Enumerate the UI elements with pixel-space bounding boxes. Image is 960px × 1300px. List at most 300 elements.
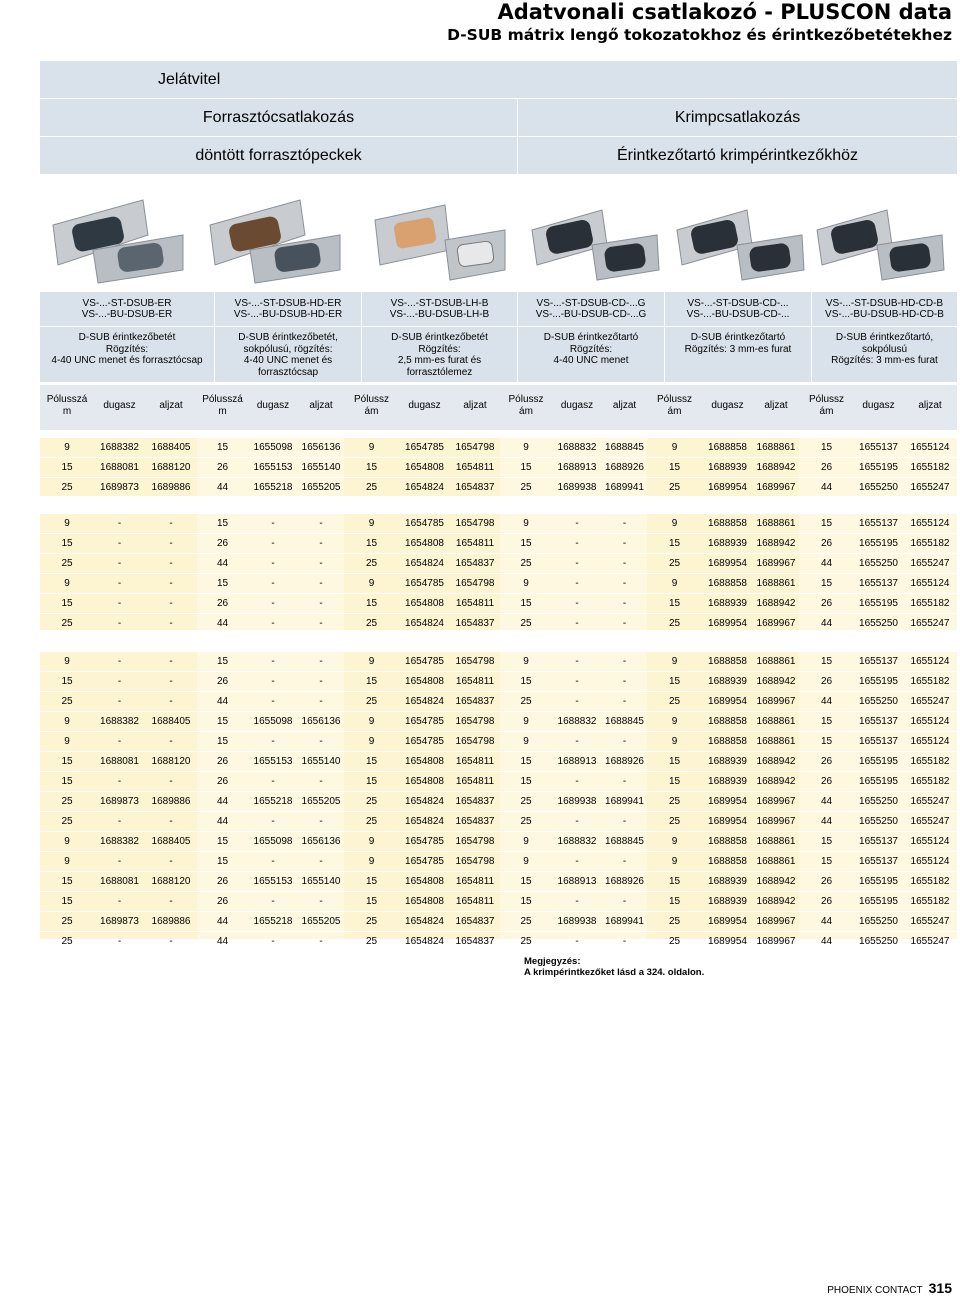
cell-plug-order-no: 1655137 [854, 438, 903, 458]
cell-socket-order-no: 1656136 [298, 832, 344, 852]
cell-poles: 9 [647, 652, 702, 672]
cell-plug-order-no: - [248, 812, 298, 832]
product-code-4: VS-...-ST-DSUB-CD-...G VS-...-BU-DSUB-CD-...G [535, 298, 647, 320]
cell-plug-order-no: 1688939 [702, 752, 753, 772]
cell-plug-order-no: - [248, 732, 298, 752]
cell-socket-order-no: - [298, 614, 344, 634]
header-socket: aljzat [764, 400, 788, 411]
cell-socket-order-no: 1688861 [753, 438, 799, 458]
cell-plug-order-no: - [552, 892, 602, 912]
cell-socket-order-no: 1654811 [450, 672, 500, 692]
cell-plug-order-no: 1655250 [854, 478, 903, 498]
cell-socket-order-no: 1655182 [903, 752, 957, 772]
cell-plug-order-no: - [552, 594, 602, 614]
cell-plug-order-no: 1688939 [702, 672, 753, 692]
cell-plug-order-no: - [552, 852, 602, 872]
table-row [40, 534, 957, 554]
cell-socket-order-no: - [145, 812, 197, 832]
cell-plug-order-no: 1688832 [552, 438, 602, 458]
cell-plug-order-no: 1688858 [702, 832, 753, 852]
cell-poles: 25 [344, 912, 399, 932]
cell-poles: 44 [197, 812, 248, 832]
cell-poles: 9 [344, 832, 399, 852]
cell-socket-order-no: 1654837 [450, 692, 500, 712]
cell-plug-order-no: - [552, 652, 602, 672]
cell-plug-order-no: 1654785 [399, 574, 450, 594]
cell-socket-order-no: - [602, 514, 647, 534]
cell-socket-order-no: 1689941 [602, 478, 647, 498]
cell-poles: 15 [500, 872, 552, 892]
jelatvitel-band [40, 61, 957, 98]
cell-socket-order-no: 1689886 [145, 792, 197, 812]
cell-poles: 26 [197, 594, 248, 614]
cell-socket-order-no: 1655124 [903, 852, 957, 872]
cell-poles: 25 [40, 912, 94, 932]
cell-plug-order-no: 1655195 [854, 672, 903, 692]
cell-plug-order-no: 1688939 [702, 594, 753, 614]
cell-plug-order-no: 1689954 [702, 692, 753, 712]
table-row [40, 932, 957, 952]
cell-socket-order-no: 1655124 [903, 832, 957, 852]
cell-socket-order-no: - [145, 772, 197, 792]
cell-plug-order-no: 1688858 [702, 652, 753, 672]
cell-poles: 9 [40, 712, 94, 732]
cell-socket-order-no: - [145, 554, 197, 574]
cell-poles: 44 [799, 792, 854, 812]
cell-poles: 15 [799, 438, 854, 458]
cell-poles: 26 [197, 752, 248, 772]
cell-poles: 9 [344, 514, 399, 534]
cell-plug-order-no: 1654785 [399, 712, 450, 732]
cell-plug-order-no: 1689954 [702, 932, 753, 952]
cell-poles: 15 [799, 712, 854, 732]
cell-socket-order-no: 1654811 [450, 892, 500, 912]
cell-plug-order-no: 1655250 [854, 792, 903, 812]
cell-socket-order-no: - [145, 692, 197, 712]
product-table-group-1 [40, 438, 957, 498]
product-code-1: VS-...-ST-DSUB-ER VS-...-BU-DSUB-ER [81, 298, 173, 320]
cell-socket-order-no: 1656136 [298, 712, 344, 732]
cell-poles: 15 [197, 652, 248, 672]
cell-socket-order-no: - [602, 772, 647, 792]
cell-socket-order-no: 1654798 [450, 852, 500, 872]
cell-plug-order-no: 1654808 [399, 772, 450, 792]
cell-poles: 25 [647, 792, 702, 812]
table-row [40, 852, 957, 872]
cell-poles: 15 [197, 438, 248, 458]
cell-socket-order-no: 1689967 [753, 554, 799, 574]
cell-plug-order-no: 1688939 [702, 872, 753, 892]
cell-poles: 15 [799, 652, 854, 672]
cell-plug-order-no: 1654785 [399, 732, 450, 752]
cell-socket-order-no: 1654798 [450, 652, 500, 672]
cell-socket-order-no: - [602, 732, 647, 752]
cell-plug-order-no: 1688382 [94, 438, 145, 458]
cell-poles: 15 [647, 594, 702, 614]
cell-plug-order-no: 1654824 [399, 478, 450, 498]
cell-poles: 25 [647, 812, 702, 832]
cell-plug-order-no: 1655153 [248, 872, 298, 892]
header-socket: aljzat [159, 400, 183, 411]
table-row [40, 514, 957, 534]
cell-poles: 15 [647, 672, 702, 692]
cell-socket-order-no: - [602, 534, 647, 554]
cell-plug-order-no: - [552, 614, 602, 634]
col-divider [214, 292, 215, 382]
dontott-label: döntött forrasztópeckek [195, 147, 362, 164]
cell-socket-order-no: 1655205 [298, 912, 344, 932]
cell-socket-order-no: 1654798 [450, 712, 500, 732]
cell-poles: 15 [197, 712, 248, 732]
cell-socket-order-no: 1688942 [753, 594, 799, 614]
cell-poles: 26 [197, 534, 248, 554]
cell-plug-order-no: 1655137 [854, 832, 903, 852]
col-divider [517, 292, 518, 382]
cell-plug-order-no: - [248, 932, 298, 952]
cell-socket-order-no: 1688942 [753, 534, 799, 554]
cell-plug-order-no: - [552, 554, 602, 574]
cell-plug-order-no: 1655218 [248, 478, 298, 498]
table-row [40, 772, 957, 792]
cell-poles: 9 [500, 852, 552, 872]
cell-socket-order-no: 1654837 [450, 912, 500, 932]
product-desc-5: D-SUB érintkezőtartó Rögzítés: 3 mm-es furat [684, 332, 792, 355]
table-row [40, 912, 957, 932]
cell-socket-order-no: 1654811 [450, 594, 500, 614]
header-socket: aljzat [612, 400, 637, 411]
cell-plug-order-no: - [94, 574, 145, 594]
product-code-6: VS-...-ST-DSUB-HD-CD-B VS-...-BU-DSUB-HD-CD-B [825, 298, 944, 320]
cell-poles: 25 [344, 932, 399, 952]
cell-plug-order-no: - [94, 692, 145, 712]
cell-poles: 25 [344, 554, 399, 574]
cell-plug-order-no: 1655195 [854, 594, 903, 614]
cell-poles: 15 [344, 458, 399, 478]
cell-poles: 9 [500, 832, 552, 852]
cell-poles: 44 [799, 812, 854, 832]
header-poles: Pólussz ám [508, 394, 544, 417]
cell-socket-order-no: 1688405 [145, 712, 197, 732]
table-row [40, 832, 957, 852]
cell-plug-order-no: 1654808 [399, 872, 450, 892]
cell-poles: 25 [500, 912, 552, 932]
cell-poles: 26 [197, 772, 248, 792]
cell-socket-order-no: 1688120 [145, 458, 197, 478]
cell-poles: 26 [197, 458, 248, 478]
cell-plug-order-no: 1688858 [702, 574, 753, 594]
band-divider [517, 99, 518, 174]
cell-socket-order-no: 1689967 [753, 932, 799, 952]
cell-poles: 26 [799, 892, 854, 912]
cell-poles: 26 [799, 534, 854, 554]
cell-socket-order-no: - [298, 514, 344, 534]
cell-socket-order-no: - [145, 672, 197, 692]
product-photo-3 [370, 195, 510, 285]
cell-poles: 15 [647, 872, 702, 892]
cell-poles: 15 [799, 852, 854, 872]
cell-poles: 9 [500, 652, 552, 672]
cell-socket-order-no: 1655182 [903, 892, 957, 912]
cell-plug-order-no: - [552, 732, 602, 752]
header-socket: aljzat [309, 400, 333, 411]
cell-plug-order-no: 1655218 [248, 912, 298, 932]
cell-socket-order-no: - [602, 692, 647, 712]
cell-socket-order-no: 1655205 [298, 478, 344, 498]
cell-poles: 9 [40, 732, 94, 752]
cell-plug-order-no: - [94, 732, 145, 752]
product-photo-2 [205, 195, 345, 285]
cell-poles: 15 [647, 458, 702, 478]
cell-poles: 9 [647, 438, 702, 458]
cell-plug-order-no: 1689938 [552, 912, 602, 932]
cell-socket-order-no: 1689967 [753, 692, 799, 712]
cell-socket-order-no: 1688845 [602, 712, 647, 732]
cell-poles: 25 [40, 554, 94, 574]
cell-socket-order-no: 1655247 [903, 792, 957, 812]
header-plug: dugasz [408, 400, 441, 411]
cell-plug-order-no: - [552, 672, 602, 692]
product-code-2: VS-...-ST-DSUB-HD-ER VS-...-BU-DSUB-HD-ER [233, 298, 343, 320]
cell-socket-order-no: 1654837 [450, 932, 500, 952]
cell-poles: 15 [647, 752, 702, 772]
table-row [40, 614, 957, 634]
cell-plug-order-no: 1688939 [702, 458, 753, 478]
cell-socket-order-no: 1654811 [450, 458, 500, 478]
cell-plug-order-no: 1655153 [248, 458, 298, 478]
cell-plug-order-no: 1655098 [248, 832, 298, 852]
cell-poles: 25 [500, 932, 552, 952]
cell-plug-order-no: 1689873 [94, 478, 145, 498]
header-poles: Pólussz ám [808, 394, 844, 417]
cell-poles: 15 [500, 892, 552, 912]
col-divider [811, 292, 812, 382]
product-desc-1: D-SUB érintkezőbetét Rögzítés: 4-40 UNC menet és forrasztócsap [51, 332, 203, 366]
cell-plug-order-no: - [552, 514, 602, 534]
header-poles: Pólussz ám [353, 394, 389, 417]
cell-socket-order-no: 1688120 [145, 872, 197, 892]
cell-socket-order-no: 1688942 [753, 458, 799, 478]
cell-plug-order-no: 1654808 [399, 534, 450, 554]
cell-plug-order-no: - [94, 614, 145, 634]
cell-plug-order-no: 1654824 [399, 692, 450, 712]
cell-plug-order-no: - [94, 514, 145, 534]
cell-poles: 9 [344, 652, 399, 672]
cell-socket-order-no: 1688926 [602, 872, 647, 892]
cell-socket-order-no: 1689967 [753, 812, 799, 832]
cell-plug-order-no: 1688858 [702, 438, 753, 458]
cell-plug-order-no: - [94, 534, 145, 554]
cell-poles: 25 [40, 692, 94, 712]
cell-socket-order-no: - [602, 554, 647, 574]
cell-socket-order-no: 1688861 [753, 852, 799, 872]
cell-socket-order-no: 1689967 [753, 912, 799, 932]
cell-socket-order-no: - [298, 772, 344, 792]
cell-plug-order-no: - [552, 772, 602, 792]
cell-plug-order-no: 1688382 [94, 832, 145, 852]
header-poles: Pólusszá m [202, 394, 243, 417]
cell-poles: 25 [647, 912, 702, 932]
cell-socket-order-no: - [602, 932, 647, 952]
cell-socket-order-no: 1689967 [753, 614, 799, 634]
cell-plug-order-no: 1689938 [552, 478, 602, 498]
cell-socket-order-no: 1655182 [903, 772, 957, 792]
cell-poles: 15 [40, 594, 94, 614]
cell-poles: 15 [197, 514, 248, 534]
cell-poles: 15 [647, 892, 702, 912]
cell-plug-order-no: - [94, 852, 145, 872]
cell-poles: 9 [40, 652, 94, 672]
cell-poles: 15 [40, 892, 94, 912]
cell-plug-order-no: - [94, 594, 145, 614]
cell-socket-order-no: 1654811 [450, 872, 500, 892]
cell-plug-order-no: 1654824 [399, 554, 450, 574]
cell-socket-order-no: 1655124 [903, 732, 957, 752]
note [524, 956, 704, 978]
cell-poles: 25 [647, 614, 702, 634]
cell-plug-order-no: 1655195 [854, 458, 903, 478]
cell-plug-order-no: 1654785 [399, 652, 450, 672]
cell-poles: 44 [197, 792, 248, 812]
cell-poles: 9 [344, 712, 399, 732]
cell-plug-order-no: 1654808 [399, 672, 450, 692]
cell-plug-order-no: 1655250 [854, 614, 903, 634]
cell-poles: 9 [40, 438, 94, 458]
cell-socket-order-no: 1655182 [903, 458, 957, 478]
cell-poles: 25 [500, 614, 552, 634]
product-photo-6 [812, 195, 952, 285]
cell-plug-order-no: 1654808 [399, 594, 450, 614]
cell-socket-order-no: - [145, 594, 197, 614]
cell-plug-order-no: 1655195 [854, 892, 903, 912]
cell-poles: 9 [344, 574, 399, 594]
cell-plug-order-no: 1688858 [702, 852, 753, 872]
cell-socket-order-no: 1655124 [903, 514, 957, 534]
cell-socket-order-no: 1688926 [602, 458, 647, 478]
cell-poles: 26 [799, 458, 854, 478]
cell-socket-order-no: 1655124 [903, 712, 957, 732]
cell-socket-order-no: 1688861 [753, 732, 799, 752]
cell-poles: 26 [197, 872, 248, 892]
cell-poles: 15 [500, 458, 552, 478]
cell-socket-order-no: 1654837 [450, 478, 500, 498]
cell-plug-order-no: 1654824 [399, 792, 450, 812]
cell-poles: 9 [500, 574, 552, 594]
cell-socket-order-no: - [602, 652, 647, 672]
jelatvitel-label: Jelátvitel [158, 71, 221, 88]
product-photo-1 [48, 195, 188, 285]
cell-poles: 15 [40, 672, 94, 692]
cell-socket-order-no: 1654811 [450, 772, 500, 792]
cell-plug-order-no: 1688081 [94, 872, 145, 892]
cell-socket-order-no: - [298, 672, 344, 692]
cell-poles: 15 [40, 772, 94, 792]
cell-plug-order-no: 1654808 [399, 752, 450, 772]
cell-socket-order-no: - [602, 594, 647, 614]
cell-plug-order-no: - [94, 772, 145, 792]
cell-plug-order-no: - [248, 554, 298, 574]
forraszto-label: Forrasztócsatlakozás [202, 109, 355, 126]
cell-plug-order-no: - [248, 852, 298, 872]
cell-poles: 44 [799, 932, 854, 952]
header-plug: dugasz [103, 400, 136, 411]
cell-plug-order-no: - [248, 614, 298, 634]
cell-socket-order-no: - [298, 732, 344, 752]
header-plug: dugasz [256, 400, 290, 411]
cell-poles: 44 [799, 692, 854, 712]
table-row [40, 554, 957, 574]
table-row [40, 438, 957, 458]
cell-poles: 25 [40, 478, 94, 498]
cell-plug-order-no: 1688913 [552, 752, 602, 772]
page-header [447, 0, 952, 45]
cell-poles: 15 [500, 594, 552, 614]
cell-socket-order-no: 1654811 [450, 752, 500, 772]
cell-poles: 9 [647, 832, 702, 852]
cell-plug-order-no: 1688913 [552, 458, 602, 478]
cell-poles: 9 [647, 852, 702, 872]
cell-socket-order-no: 1688845 [602, 832, 647, 852]
cell-poles: 9 [344, 438, 399, 458]
cell-socket-order-no: - [145, 932, 197, 952]
erintkezotarto-label: Érintkezőtartó krimpérintkezőkhöz [617, 147, 858, 164]
table-row [40, 752, 957, 772]
col-divider [664, 292, 665, 382]
cell-poles: 15 [647, 772, 702, 792]
cell-socket-order-no: 1655182 [903, 594, 957, 614]
cell-plug-order-no: 1689954 [702, 792, 753, 812]
cell-socket-order-no: 1654798 [450, 438, 500, 458]
cell-poles: 25 [647, 554, 702, 574]
cell-socket-order-no: - [298, 594, 344, 614]
cell-plug-order-no: - [94, 554, 145, 574]
cell-socket-order-no: - [145, 614, 197, 634]
cell-poles: 25 [647, 478, 702, 498]
cell-socket-order-no: 1654798 [450, 574, 500, 594]
cell-plug-order-no: 1688939 [702, 534, 753, 554]
cell-plug-order-no: 1654785 [399, 832, 450, 852]
cell-poles: 26 [799, 772, 854, 792]
cell-socket-order-no: 1654798 [450, 832, 500, 852]
cell-socket-order-no: - [145, 514, 197, 534]
cell-poles: 15 [344, 534, 399, 554]
cell-plug-order-no: 1654785 [399, 852, 450, 872]
product-code-5: VS-...-ST-DSUB-CD-... VS-...-BU-DSUB-CD-... [686, 298, 790, 320]
cell-plug-order-no: 1655137 [854, 712, 903, 732]
cell-socket-order-no: 1655247 [903, 932, 957, 952]
cell-poles: 15 [40, 534, 94, 554]
cell-socket-order-no: 1688942 [753, 752, 799, 772]
cell-socket-order-no: - [298, 652, 344, 672]
cell-poles: 44 [799, 478, 854, 498]
cell-plug-order-no: 1689954 [702, 478, 753, 498]
header-socket: aljzat [463, 400, 487, 411]
cell-plug-order-no: 1655195 [854, 534, 903, 554]
cell-socket-order-no: - [145, 732, 197, 752]
cell-plug-order-no: - [552, 574, 602, 594]
cell-poles: 44 [799, 614, 854, 634]
cell-plug-order-no: - [248, 692, 298, 712]
cell-socket-order-no: - [145, 574, 197, 594]
cell-plug-order-no: - [94, 932, 145, 952]
cell-socket-order-no: 1654837 [450, 554, 500, 574]
product-desc-4: D-SUB érintkezőtartó Rögzítés: 4-40 UNC menet [543, 332, 639, 366]
cell-socket-order-no: 1655124 [903, 438, 957, 458]
cell-plug-order-no: - [94, 672, 145, 692]
cell-plug-order-no: 1655098 [248, 712, 298, 732]
cell-poles: 15 [799, 732, 854, 752]
cell-poles: 15 [40, 458, 94, 478]
cell-plug-order-no: 1655137 [854, 652, 903, 672]
